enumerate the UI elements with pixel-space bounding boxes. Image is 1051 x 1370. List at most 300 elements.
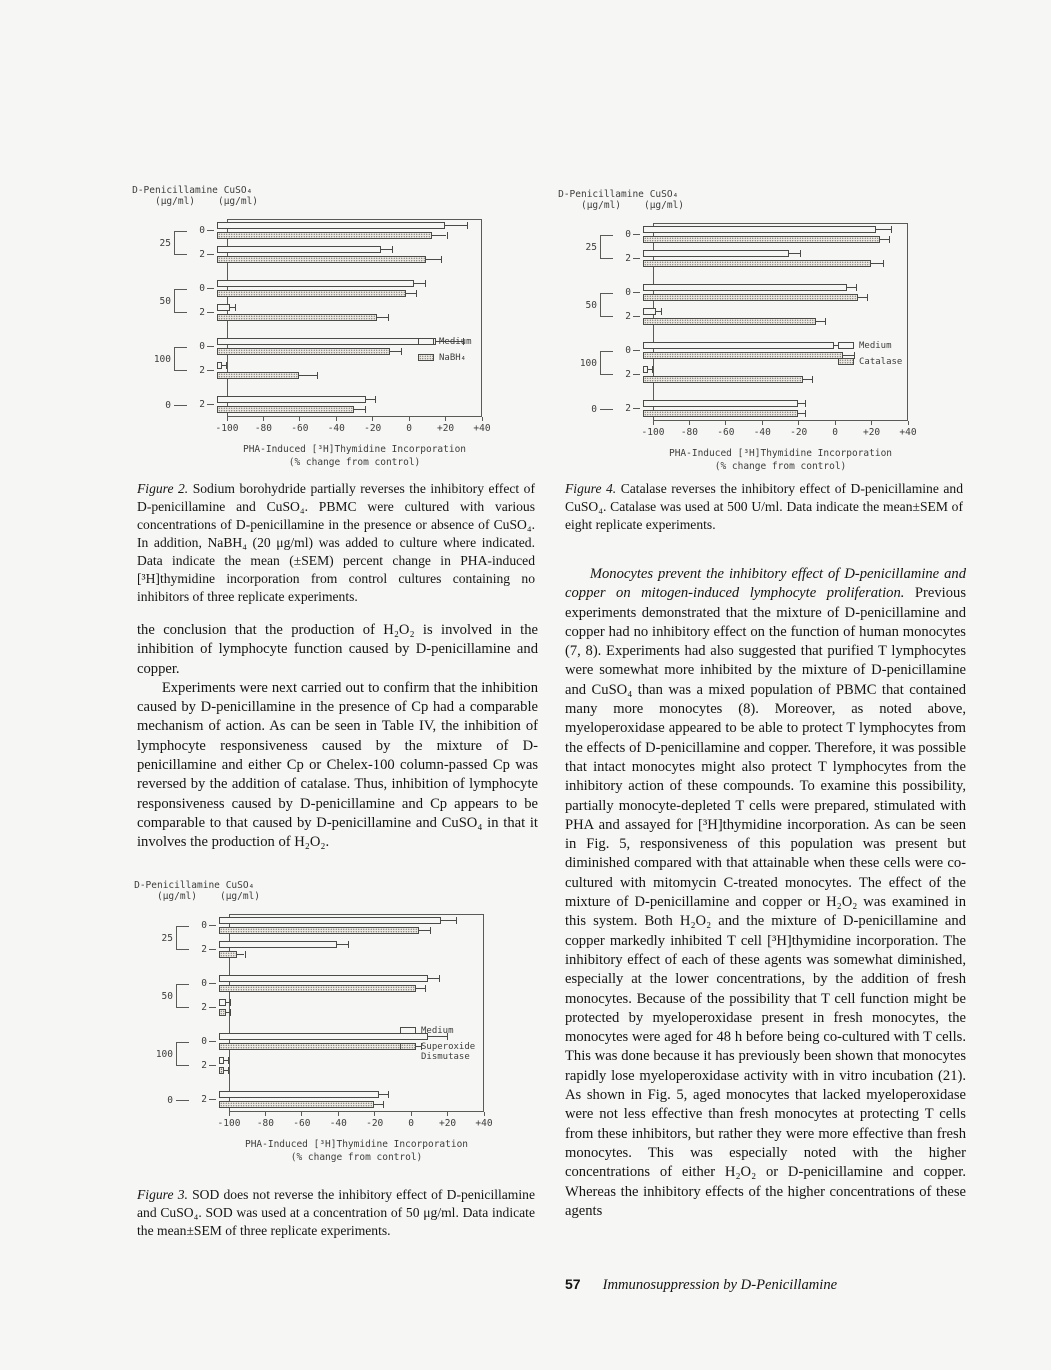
ch-err [299,375,317,376]
ch-xlabel [227,443,482,469]
ch-axlabel: -40 [327,423,345,434]
ch-axtick [301,1112,302,1116]
ch-tick [631,339,643,363]
figure-3-caption [137,1186,535,1240]
ch-tickline [633,258,640,259]
figure-4-chart [558,187,917,473]
ch-bar [217,232,432,239]
ch-err [798,413,805,414]
ch-axlabel: -60 [291,423,309,434]
ch-bar [643,226,876,233]
ch-bar [219,1033,428,1040]
ch-axline: (μg/ml) [154,196,196,207]
ch-bar [217,290,406,297]
ch-cap [805,400,806,407]
ch-axtick [265,1112,266,1116]
ch-sublabel: 2 [625,253,631,264]
ch-sublabel: 2 [201,944,207,955]
ch-glabel: 0 [167,1094,173,1106]
ch-legend [418,337,482,363]
ch-bar [643,410,798,417]
ch-axlabel: -100 [215,423,239,434]
ch-row [613,247,908,271]
ch-cap [661,308,662,315]
ch-tick [205,335,217,359]
ch-axline: (μg/ml) [217,196,259,207]
ch-axis [641,421,917,443]
ch-barzone [219,1088,484,1112]
ch-bracket [176,1100,189,1101]
ch-sublabel: 0 [625,229,631,240]
ch-rows [613,281,908,329]
right-column-body [565,565,966,1221]
ch-tick [207,1030,219,1054]
ch-axlabel: +40 [473,423,491,434]
ch-bar [217,406,354,413]
ch-barzone [643,223,908,247]
ch-rows [187,393,482,417]
ch-tickline [207,346,214,347]
ch-sublabel: 0 [201,978,207,989]
ch-err [374,1104,383,1105]
ch-bar [219,1009,226,1016]
ch-tickline [633,234,640,235]
ch-llabel: Medium [439,337,472,347]
ch-bar [643,308,656,315]
figure-4-caption-text: Catalase reverses the inhibitory effect of D-penicillamine and CuSO₄. Catalase was used at 500 U/ml. Data indicate the mean±SEM of eight replicate experiments. [565,481,964,532]
figure-2-caption-label: Figure 2. [137,481,189,496]
ch-bar [217,372,299,379]
ch-tickline [207,254,214,255]
ch-barzone [219,996,484,1020]
ch-axline: (μg/ml) [580,200,622,211]
ch-bar [217,280,414,287]
figure-2-caption-text: Sodium borohydride partially reverses the inhibitory effect of D-penicillamine and CuSO₄. PBMC were cultured with various concentrations of D-penicillamine in the presence or absence of CuSO₄. In addition, NaBH₄ (20 μg/ml) was added to culture where indicated. Data indicate the mean (±SEM) percent change in PHA-induced [³H]thymidine incorporation from control cultures containing no inhibitors of three replicate experiments. [137,481,536,604]
ch-axtick [482,417,483,421]
ch-axtick [299,417,300,421]
ch-lentry [400,1026,484,1036]
ch-row [613,281,908,305]
ch-cap [812,376,813,383]
ch-axtick [227,417,228,421]
ch-xlabel [229,1138,484,1164]
ch-cap [425,985,426,992]
ch-axtick [871,421,872,425]
ch-bar [219,985,416,992]
ch-bar [643,250,789,257]
ch-axlabel: -60 [717,427,735,438]
ch-axtick [653,421,654,425]
ch-tickline [209,1065,216,1066]
ch-lswatch [418,338,434,345]
ch-axtick [762,421,763,425]
chart [132,183,491,469]
ch-bar [217,314,377,321]
ch-axtick [336,417,337,421]
ch-group [563,397,908,421]
ch-xlabel-line2: (% change from control) [290,1152,423,1163]
ch-glabel: 50 [161,990,173,1002]
ch-cap [430,927,431,934]
ch-bar [643,352,843,359]
ch-cap [226,362,227,369]
ch-llabel: Medium [421,1026,454,1036]
ch-row [189,996,484,1020]
ch-tickline [209,925,216,926]
ch-cap [388,314,389,321]
ch-cap [891,226,892,233]
ch-err [445,225,467,226]
ch-cap [401,348,402,355]
ch-bracket [600,409,613,410]
ch-axlabel: -60 [293,1118,311,1129]
ch-cap [317,372,318,379]
ch-err [847,287,856,288]
ch-bar [219,975,428,982]
right-paragraph-rest: Previous experiments demonstrated that the mixture of D-penicillamine and copper had no inhibitory effect on the function of human monocytes (7, 8). Experiments had also suggested that purified T lymphocytes were somewhat more inhibited by the mixture of D-penicillamine and CuSO₄ than was a mixed population of PBMC that contained many more monocytes (8). Moreover, as noted above, myeloperoxidase appeared to be able to protect T lymphocytes from the effects of D-penicillamine and copper. Therefore, it was possible that intact monocytes might also protect T lymphocytes from the inhibitory action of these compounds. To examine this possibility, partially monocyte-depleted T cells were prepared, stimulated with PHA and assayed for [³H]thymidine incorporation. As can be seen in Fig. 5, responsiveness of this population was present but diminished compared with that attainable when these cells were co-cultured with mitomycin C-treated monocytes. The effect of the mixture of D-penicillamine and copper or H₂O₂ was examined in this system. Both H₂O₂ and the mixture of D-penicillamine and copper markedly inhibited T cell [³H]thymidine incorporation. The inhibitory effect of each of these agents was somewhat diminished, especially at the lower concentrations, by the addition of fresh monocytes. Because of the possibility that T cell function might be protected by myeloperoxidase present in fresh monocytes, the monocytes were aged for 48 h before being co-cultured with T cells. This was done because it has previously been shown that monocytes rapidly lose myeloperoxidase activity with in vitro incubation (21). As shown in Fig. 5, aged monocytes that lacked myeloperoxidase were not less effective than fresh monocytes at protecting T cells from these inhibitors, but rather they were more effective than fresh monocytes. This was especially noted with the higher concentrations of either H₂O₂ or D-penicillamine and copper. Whereas the inhibitory effects of the higher concentrations of these agents [565,585,966,1219]
ch-axline: D-Penicillamine [558,189,644,200]
ch-bar [219,1043,410,1050]
ch-cap [441,256,442,263]
ch-cap [375,396,376,403]
ch-llabel: NaBH₄ [439,353,467,363]
ch-bracket [600,235,613,259]
ch-cap [230,999,231,1006]
right-paragraph [565,565,966,1221]
ch-glabel: 100 [579,357,597,369]
ch-head [558,187,908,223]
left-paragraph-1: the conclusion that the production of H₂O₂ is involved in the inhibition of lymphocyte function caused by D-penicillamine and copper. [137,622,538,677]
ch-err [426,259,441,260]
ch-cap [392,246,393,253]
ch-row [613,305,908,329]
ch-bar [219,941,337,948]
ch-axtick [229,1112,230,1116]
ch-bar [643,318,816,325]
ch-axtick [445,417,446,421]
ch-glabel: 25 [161,932,173,944]
ch-cap [652,366,653,373]
ch-axtick [447,1112,448,1116]
ch-body [139,914,484,1112]
running-title: Immunosuppression by D-Penicillamine [602,1277,838,1293]
ch-err [858,297,867,298]
ch-axlabel: -100 [217,1118,241,1129]
ch-bar [219,1091,379,1098]
ch-rows [613,223,908,271]
ch-tick [207,938,219,962]
ch-axlabel: -100 [641,427,665,438]
figure-3-caption-text: SOD does not reverse the inhibitory effect of D-penicillamine and CuSO₄. SOD was used at a concentration of 50 μg/ml. Data indicate the mean±SEM of three replicate experiments. [137,1187,535,1238]
ch-axtick [908,421,909,425]
ch-sublabel: 0 [625,345,631,356]
ch-bar [219,1101,374,1108]
ch-glabel: 100 [153,353,171,365]
ch-axtick [835,421,836,425]
ch-bracket [174,405,187,406]
ch-sublabel: 2 [199,307,205,318]
ch-sublabel: 0 [199,341,205,352]
ch-axlabel: +40 [475,1118,493,1129]
ch-cap [388,1091,389,1098]
ch-glabel: 25 [585,241,597,253]
ch-row [189,914,484,938]
ch-ax1 [133,880,221,902]
ch-axline: D-Penicillamine [134,880,220,891]
ch-row [187,243,482,267]
ch-xlabel-line1: PHA-Induced [³H]Thymidine Incorporation [244,1139,469,1150]
ch-tick [631,281,643,305]
ch-tickline [209,949,216,950]
ch-axline: CuSO₄ [225,880,255,891]
ch-axtick [374,1112,375,1116]
ch-sublabel: 2 [625,403,631,414]
ch-row [189,972,484,996]
ch-sublabel: 2 [201,1094,207,1105]
ch-sublabel: 2 [201,1002,207,1013]
ch-tick [207,1054,219,1078]
figure-4-caption-label: Figure 4. [565,481,617,496]
ch-sublabel: 0 [625,287,631,298]
ch-sublabel: 2 [625,369,631,380]
ch-err [337,944,348,945]
ch-sublabel: 2 [201,1060,207,1071]
ch-group [137,277,482,325]
ch-axlabel: -20 [364,423,382,434]
ch-head [134,878,484,914]
ch-barzone [219,938,484,962]
ch-err [414,283,425,284]
ch-axlabel: +20 [862,427,881,438]
ch-axtick [411,1112,412,1116]
ch-tick [205,277,217,301]
ch-tickline [209,1041,216,1042]
ch-axline: (μg/ml) [156,891,198,902]
ch-axlabel: 0 [832,427,838,438]
ch-tick [205,243,217,267]
ch-axtick [689,421,690,425]
ch-rows [187,219,482,267]
ch-tick [207,996,219,1020]
ch-sublabel: 2 [625,311,631,322]
figure-3-caption-label: Figure 3. [137,1187,188,1202]
ch-llabel: Superoxide Dismutase [421,1042,476,1062]
ch-bracket [600,351,613,375]
ch-tickline [207,404,214,405]
ch-bracket [176,1042,189,1066]
ch-cap [889,236,890,243]
ch-barzone [217,301,482,325]
ch-err [876,229,891,230]
ch-row [613,223,908,247]
ch-sublabel: 0 [201,1036,207,1047]
ch-tickline [209,1099,216,1100]
figure-2-caption [137,480,535,606]
ch-axlabel: -40 [329,1118,347,1129]
ch-tick [631,363,643,387]
ch-bar [219,927,419,934]
ch-bar [643,236,880,243]
ch-axlabel: 0 [406,423,412,434]
ch-tickline [633,316,640,317]
ch-rows [189,972,484,1020]
ch-legend [400,1026,484,1062]
ch-axlabel: -80 [256,1118,274,1129]
ch-cap [447,232,448,239]
ch-axlabel: 0 [408,1118,414,1129]
left-paragraph-2: Experiments were next carried out to confirm that the inhibition caused by D-penicillamine in the presence of Cp had a comparable mechanism of action. As can be seen in Table IV, the inhibition of lymphocyte responsiveness caused by the mixture of D-penicillamine and either Cp or Chelex-100 column-passed Cp was reversed by the addition of catalase. Thus, inhibition of lymphocyte responsiveness caused by D-penicillamine and Cp appears to be comparable to that caused by D-penicillamine and CuSO₄ in that it involves the production of H₂O₂. [137,679,538,851]
ch-cap [228,1057,229,1064]
ch-cap [856,284,857,291]
ch-group [139,1088,484,1112]
ch-cap [228,1067,229,1074]
ch-axlabel: +40 [899,427,917,438]
ch-cap [439,975,440,982]
ch-err [377,317,388,318]
ch-cap [425,280,426,287]
ch-err [366,399,375,400]
ch-barzone [643,397,908,421]
ch-rows [187,277,482,325]
ch-llabel: Medium [859,341,892,351]
ch-barzone [643,281,908,305]
ch-legend [838,341,908,367]
ch-group [137,393,482,417]
ch-ax2 [635,189,693,211]
ch-barzone [643,247,908,271]
ch-glabel: 50 [585,299,597,311]
ch-row [187,393,482,417]
ch-ax1 [131,185,219,207]
ch-axtick [372,417,373,421]
ch-tickline [207,312,214,313]
ch-row [189,1088,484,1112]
ch-bracket [174,347,187,371]
ch-barzone [217,393,482,417]
ch-bar [217,348,390,355]
ch-bar [217,304,230,311]
ch-tick [205,301,217,325]
ch-cap [348,941,349,948]
ch-row [187,277,482,301]
ch-xlabel-line1: PHA-Induced [³H]Thymidine Incorporation [242,444,467,455]
ch-axlabel: +20 [436,423,455,434]
ch-sublabel: 0 [201,920,207,931]
ch-axline: (μg/ml) [219,891,261,902]
ch-axtick [484,1112,485,1116]
ch-err [803,379,812,380]
ch-cap [883,260,884,267]
ch-axlabel: -80 [254,423,272,434]
page-number: 57 [565,1276,581,1292]
ch-tick [205,219,217,243]
ch-barzone [219,914,484,938]
ch-axtick [725,421,726,425]
ch-err [798,403,805,404]
ch-axline: CuSO₄ [649,189,679,200]
ch-cap [416,290,417,297]
ch-group [563,281,908,329]
ch-cap [456,917,457,924]
ch-cap [825,318,826,325]
ch-barzone [219,972,484,996]
ch-axlabel: -40 [753,427,771,438]
chart [558,187,917,473]
ch-err [237,954,244,955]
ch-barzone [217,219,482,243]
ch-lswatch [400,1043,416,1050]
ch-bar [643,400,798,407]
ch-bar [219,999,226,1006]
ch-glabel: 0 [165,399,171,411]
ch-tickline [209,1007,216,1008]
ch-axlabel: -20 [366,1118,384,1129]
ch-err [406,293,415,294]
ch-glabel: 50 [159,295,171,307]
ch-tickline [209,983,216,984]
ch-sublabel: 2 [199,249,205,260]
ch-cap [800,250,801,257]
ch-xlabel-line2: (% change from control) [288,457,421,468]
ch-row [187,301,482,325]
ch-axtick [798,421,799,425]
ch-rows [189,1088,484,1112]
ch-bar [219,917,441,924]
ch-axis [215,417,491,439]
ch-bracket [176,926,189,950]
ch-tick [207,972,219,996]
ch-lswatch [838,342,854,349]
ch-bar [643,376,803,383]
ch-err [432,235,447,236]
ch-bracket [174,231,187,255]
ch-err [816,321,825,322]
ch-tick [631,223,643,247]
ch-lentry [838,341,908,351]
ch-cap [235,304,236,311]
ch-lswatch [400,1027,416,1034]
ch-err [381,249,392,250]
ch-tickline [633,350,640,351]
ch-bar [643,260,871,267]
ch-axline: CuSO₄ [223,185,253,196]
ch-glabel: 25 [159,237,171,249]
ch-cap [365,406,366,413]
ch-err [441,920,456,921]
ch-err [880,239,889,240]
ch-tick [207,914,219,938]
ch-axlabel: -20 [790,427,808,438]
ch-head [132,183,482,219]
ch-axtick [263,417,264,421]
ch-barzone [217,243,482,267]
ch-err [354,409,365,410]
ch-tick [205,359,217,383]
ch-cap [383,1101,384,1108]
ch-group [139,914,484,962]
ch-body [563,223,908,421]
page-footer [565,1276,837,1294]
figure-2-chart [132,183,491,469]
ch-group [137,219,482,267]
ch-err [419,930,430,931]
ch-bar [217,222,445,229]
ch-tickline [633,292,640,293]
ch-axtick [409,417,410,421]
ch-lentry [418,337,482,347]
ch-cap [230,1009,231,1016]
ch-bar [643,342,834,349]
